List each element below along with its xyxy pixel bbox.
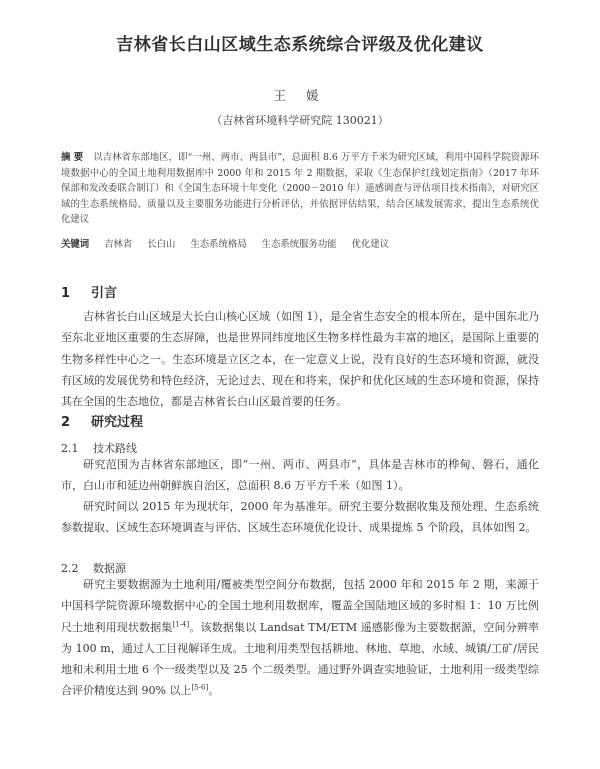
citation-ref: [5-6] (191, 683, 209, 692)
paragraph-text: 研究主要数据源为土地利用/覆被类型空间分布数据，包括 2000 年和 2015 年 2 期，来源于中国科学院资源环境数据中心的全国土地利用数据库，覆盖全国陆地区域的多时相 1：10 万比例尺土地利用现状数据集 (61, 578, 539, 634)
section-number: 1 (61, 286, 71, 301)
keyword: 吉林省 (104, 239, 133, 250)
paragraph-text: 。该数据集以 Landsat TM/ETM 遥感影像为主要数据源，空间分辨率为 100 m，通过人工目视解译生成。土地利用类型包括耕地、林地、草地、水域、城镇/工矿/居民地和未利用土地 6 个一级类型以及 25 个二级类型。通过野外调查实地验证，土地利用一级类型综合评价精度达到 90% 以上 (61, 620, 539, 698)
subsection-title: 技术路线 (93, 442, 137, 455)
paragraph: 研究时间以 2015 年为现状年，2000 年为基准年。研究主要分数据收集及预处理、生态系统参数提取、区域生态环境调查与评估、区域生态环境优化设计、成果提炼 5 个阶段，具体如图 2。 (61, 500, 539, 535)
keyword: 长白山 (147, 239, 176, 250)
citation-ref: [1-4] (172, 619, 190, 628)
section-heading (61, 411, 143, 430)
abstract-text: 以吉林省东部地区，即“一州、两市、两县市”，总面积 8.6 万平方千米为研究区域，利用中国科学院资源环境数据中心的全国土地利用数据库中 2000 年和 2015 年 2 期数据，采取《生态保护红线划定指南》（2017 年环保部和发改委联合制订）和《全国生态环境十年变化（2000－2010 年）遥感调查与评估项目技术指南》，对研究区域的生态系统格局、质量以及主要服务功能进行分析评估，并依据评估结果，结合区域发展需求，提出生态系统优化建议 (61, 152, 539, 226)
paragraph: 吉林省长白山区域是大长白山核心区域（如图 1），是全省生态安全的根本所在，是中国东北乃至东北亚地区重要的生态屏障，也是世界同纬度地区生物多样性最为丰富的地区，是国际上重要的生物多样性中心之一。生态环境是立区之本，在一定意义上说，没有良好的生态环境和资源，就没有区域的发展优势和特色经济，无论过去、现在和将来，保护和优化区域的生态环境和资源，保持其在全国的生态地位，都是吉林省长白山区最首要的任务。 (61, 310, 539, 409)
paragraph (61, 574, 539, 702)
paragraph-text: 。 (208, 684, 220, 698)
subsection-number: 2.1 (61, 442, 79, 455)
paragraph: 研究范围为吉林省东部地区，即“一州、两市、两县市”，具体是吉林市的桦甸、磐石，通化市，白山市和延边州朝鲜族自治区，总面积 8.6 万平方千米（如图 1）。 (61, 458, 539, 493)
keyword: 优化建议 (351, 239, 390, 250)
abstract-block (61, 150, 539, 228)
author-affiliation: （吉林省环境科学研究院 130021） (211, 114, 389, 127)
section-heading (61, 282, 117, 301)
paper-title: 吉林省长白山区域生态系统综合评级及优化建议 (116, 35, 484, 55)
author-name: 王 媛 (273, 88, 327, 103)
keywords-label: 关键词 (61, 239, 90, 250)
section-title: 研究过程 (91, 415, 144, 430)
keyword: 生态系统格局 (190, 239, 247, 250)
section-number: 2 (61, 415, 71, 430)
keyword: 生态系统服务功能 (261, 239, 337, 250)
subsection-title: 数据源 (93, 562, 126, 575)
keywords-block (61, 237, 539, 252)
abstract-label: 摘 要 (61, 152, 84, 163)
subsection-number: 2.2 (61, 562, 79, 575)
section-title: 引言 (91, 286, 118, 301)
